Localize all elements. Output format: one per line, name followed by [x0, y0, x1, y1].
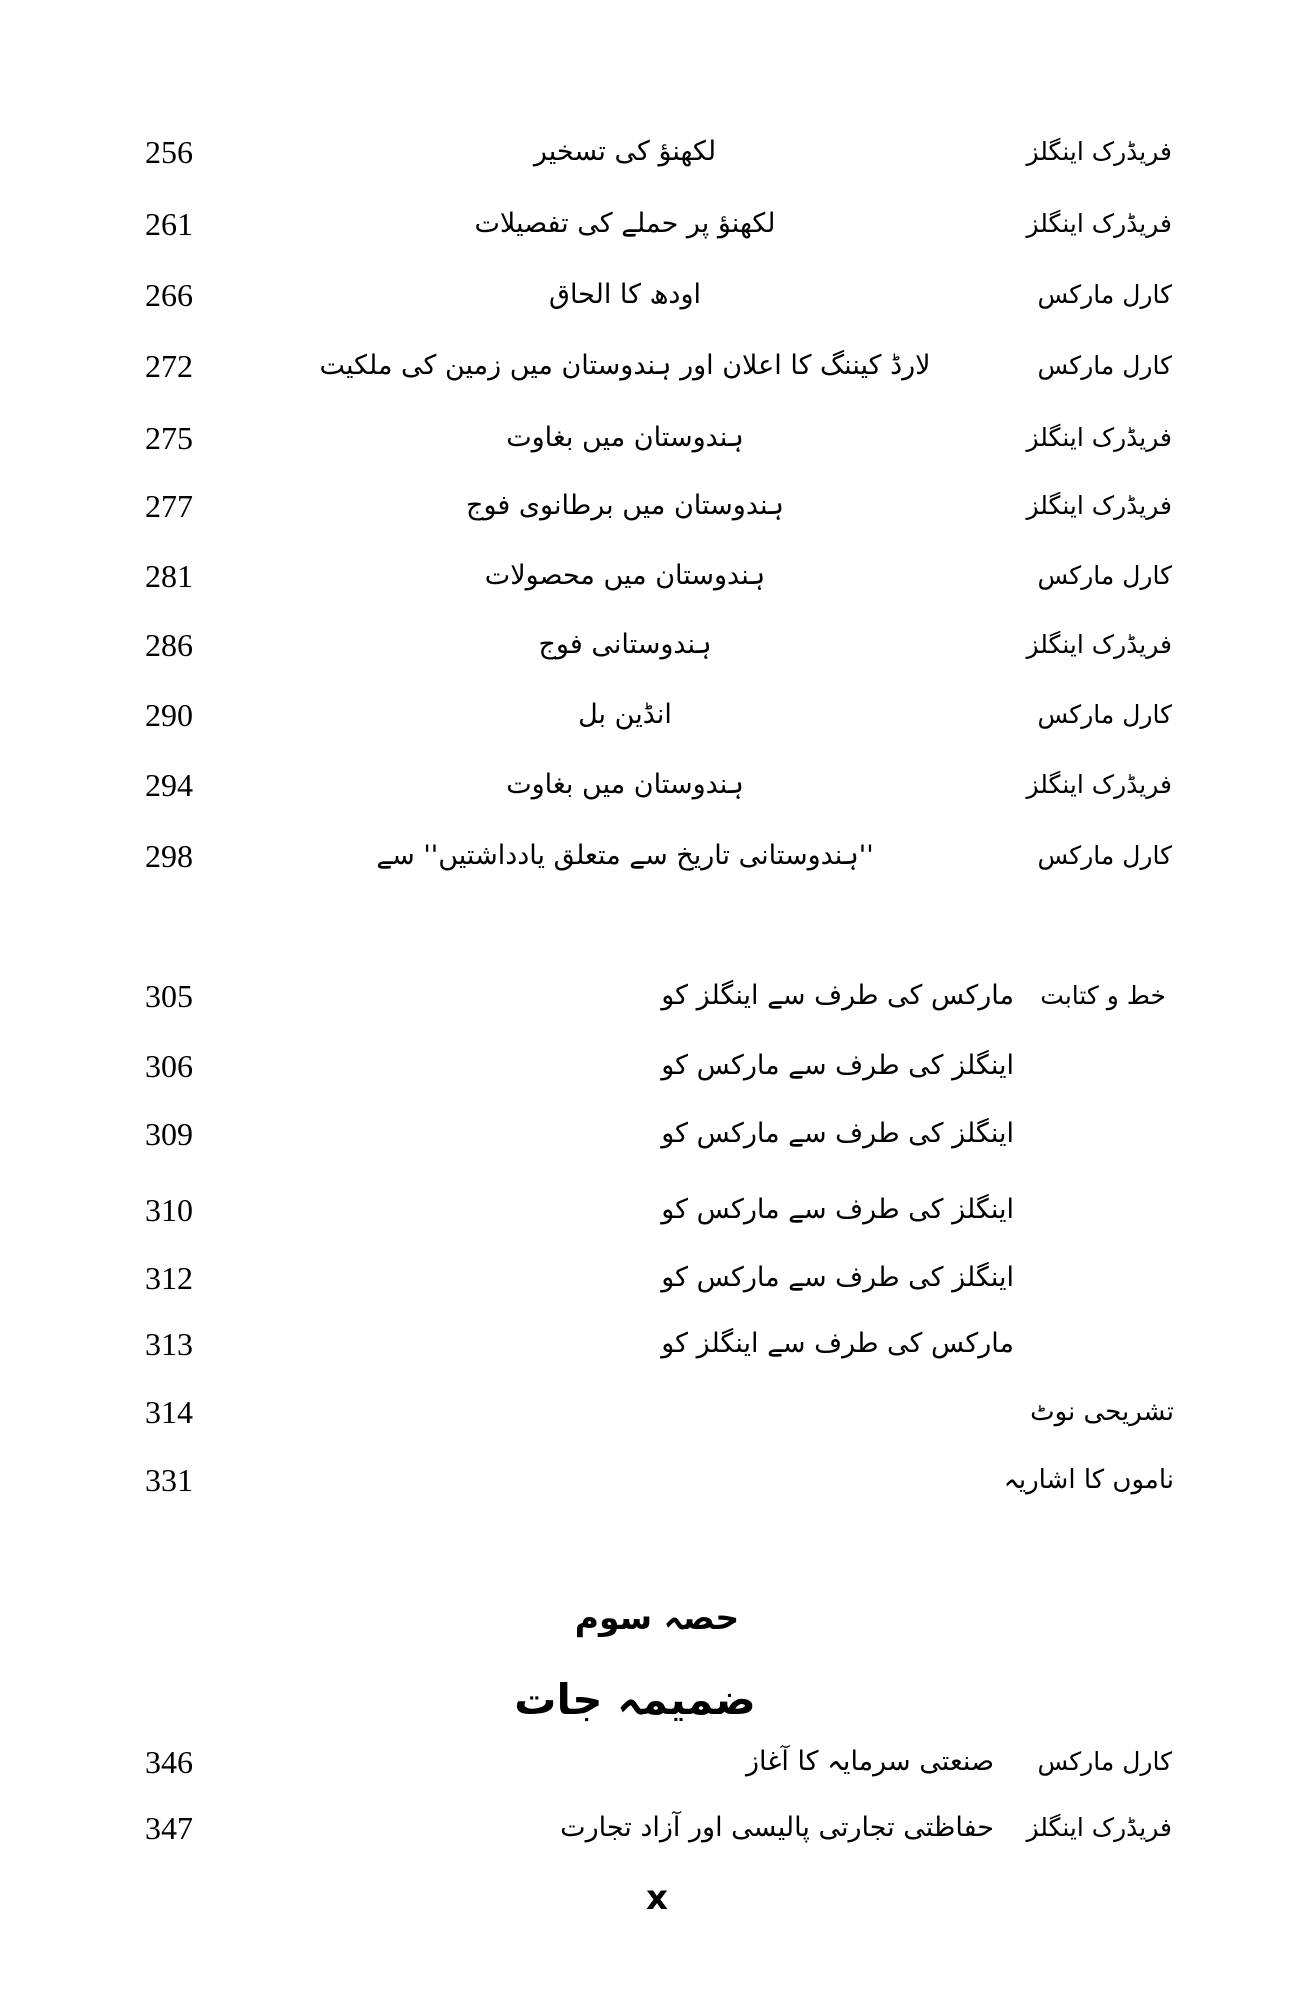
- entry-title: مارکس کی طرف سے اینگلز کو: [661, 980, 1014, 1011]
- page-number: 275: [145, 420, 193, 456]
- entry-title: اینگلز کی طرف سے مارکس کو: [661, 1050, 1014, 1081]
- page-number: 256: [145, 134, 193, 170]
- page-number: 286: [145, 627, 193, 663]
- page-number: 305: [145, 978, 193, 1014]
- entry-title: لارڈ کیننگ کا اعلان اور ہندوستان میں زمین کی ملکیت: [319, 350, 931, 381]
- toc-row: [0, 755, 1314, 815]
- entry-author: فریڈرک اینگلز: [1026, 423, 1172, 452]
- toc-row: [0, 408, 1314, 468]
- entry-author: فریڈرک اینگلز: [1026, 770, 1172, 799]
- entry-author: فریڈرک اینگلز: [1026, 491, 1172, 520]
- folio-page-marker: x: [646, 1878, 668, 1918]
- page-number: 309: [145, 1116, 193, 1152]
- page-number: 290: [145, 697, 193, 733]
- toc-row: [0, 1732, 1314, 1792]
- entry-title: ہندوستان میں محصولات: [484, 560, 766, 591]
- page-number: 306: [145, 1048, 193, 1084]
- appendix-heading: ضمیمہ جات: [514, 1675, 756, 1724]
- entry-author: فریڈرک اینگلز: [1026, 209, 1172, 238]
- toc-row: [0, 265, 1314, 325]
- toc-row: [0, 615, 1314, 675]
- toc-row: [0, 122, 1314, 182]
- part-heading: حصہ سوم: [574, 1598, 740, 1637]
- page-number: 310: [145, 1192, 193, 1228]
- page-number: 313: [145, 1326, 193, 1362]
- page-number: 298: [145, 838, 193, 874]
- toc-row: [0, 336, 1314, 396]
- toc-row: [0, 546, 1314, 606]
- entry-title: ہندوستان میں بغاوت: [506, 769, 744, 800]
- correspondence-section-label: خط و کتابت: [1040, 981, 1166, 1010]
- page-number: 312: [145, 1260, 193, 1296]
- entry-title: ''ہندوستانی تاریخ سے متعلق یادداشتیں'' سے: [376, 840, 874, 871]
- entry-author: کارل مارکس: [1037, 280, 1172, 309]
- page-number: 281: [145, 558, 193, 594]
- entry-title: لکھنؤ کی تسخیر: [533, 136, 717, 167]
- entry-title: مارکس کی طرف سے اینگلز کو: [661, 1328, 1014, 1359]
- entry-author: فریڈرک اینگلز: [1026, 630, 1172, 659]
- entry-title: ہندوستانی فوج: [538, 629, 712, 660]
- toc-row: [0, 1314, 1314, 1374]
- entry-title: اودھ کا الحاق: [549, 279, 701, 310]
- page-number: 266: [145, 277, 193, 313]
- toc-row: [0, 194, 1314, 254]
- toc-row: [0, 826, 1314, 886]
- entry-title: انڈین بل: [578, 699, 672, 730]
- entry-author: کارل مارکس: [1037, 1747, 1172, 1776]
- entry-author: کارل مارکس: [1037, 841, 1172, 870]
- entry-title: اینگلز کی طرف سے مارکس کو: [661, 1194, 1014, 1225]
- toc-row: [0, 1180, 1314, 1240]
- entry-title: تشریحی نوٹ: [1030, 1397, 1174, 1427]
- toc-row: [0, 1248, 1314, 1308]
- toc-row: [0, 1104, 1314, 1164]
- entry-title: ہندوستان میں بغاوت: [506, 422, 744, 453]
- page-number: 331: [145, 1462, 193, 1498]
- page-number: 347: [145, 1810, 193, 1846]
- page-number: 261: [145, 206, 193, 242]
- toc-row: [0, 1450, 1314, 1510]
- toc-row: [0, 1036, 1314, 1096]
- page-number: 272: [145, 348, 193, 384]
- page-number: 346: [145, 1744, 193, 1780]
- page-number: 277: [145, 488, 193, 524]
- entry-author: کارل مارکس: [1037, 561, 1172, 590]
- entry-title: اینگلز کی طرف سے مارکس کو: [661, 1118, 1014, 1149]
- entry-author: کارل مارکس: [1037, 700, 1172, 729]
- toc-row: [0, 476, 1314, 536]
- toc-row: [0, 685, 1314, 745]
- entry-title: حفاظتی تجارتی پالیسی اور آزاد تجارت: [560, 1812, 994, 1843]
- toc-row: [0, 966, 1314, 1026]
- page-number: 294: [145, 767, 193, 803]
- entry-title: ناموں کا اشاریہ: [1003, 1465, 1174, 1495]
- entry-title: صنعتی سرمایہ کا آغاز: [745, 1746, 994, 1777]
- page-number: 314: [145, 1394, 193, 1430]
- entry-author: فریڈرک اینگلز: [1026, 1813, 1172, 1842]
- entry-author: فریڈرک اینگلز: [1026, 137, 1172, 166]
- entry-title: لکھنؤ پر حملے کی تفصیلات: [474, 208, 776, 239]
- entry-title: اینگلز کی طرف سے مارکس کو: [661, 1262, 1014, 1293]
- entry-author: کارل مارکس: [1037, 351, 1172, 380]
- toc-row: [0, 1798, 1314, 1858]
- entry-title: ہندوستان میں برطانوی فوج: [466, 490, 784, 521]
- toc-row: [0, 1382, 1314, 1442]
